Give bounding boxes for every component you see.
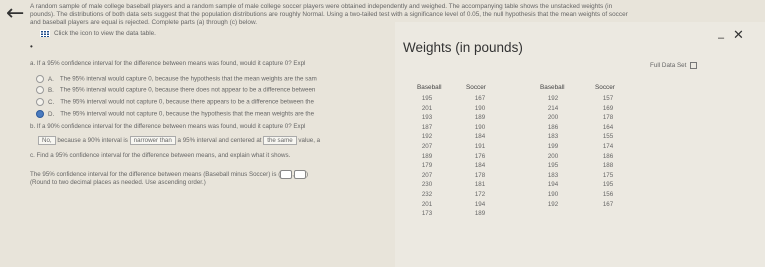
intro-line: A random sample of male college baseball players and a random sample of male college soccer players were obtained independently and weighed. The accompanying table shows the unstacked weights (in bbox=[30, 3, 613, 10]
data-table-hint bbox=[40, 30, 156, 37]
popup-title: Weights (in pounds) bbox=[403, 40, 523, 55]
column-header-baseball: Baseball bbox=[417, 84, 442, 91]
full-data-set-link[interactable] bbox=[650, 62, 697, 69]
part-b-answer bbox=[38, 136, 408, 145]
table-cell: 175 bbox=[602, 171, 614, 179]
table-cell: 184 bbox=[474, 162, 486, 170]
part-b-prompt: b. If a 90% confidence interval for the difference between means was found, would it capture 0? Expl bbox=[30, 123, 306, 130]
table-cell: 187 bbox=[421, 123, 433, 131]
table-cell: 192 bbox=[547, 95, 559, 102]
table-cell: 191 bbox=[474, 143, 486, 150]
radio-b[interactable] bbox=[36, 86, 44, 94]
option-b[interactable] bbox=[36, 86, 406, 95]
table-cell: 195 bbox=[547, 162, 559, 170]
table-cell: 194 bbox=[547, 181, 559, 189]
radio-d-selected[interactable] bbox=[36, 110, 44, 118]
full-data-set-label: Full Data Set bbox=[650, 62, 687, 69]
part-c-text: The 95% confidence interval for the difference between means (Baseball minus Soccer) is bbox=[30, 171, 277, 179]
table-cell: 178 bbox=[602, 114, 614, 122]
table-cell: 186 bbox=[602, 152, 614, 160]
option-letter: B. bbox=[48, 86, 54, 94]
option-a[interactable] bbox=[36, 75, 406, 84]
table-cell: 193 bbox=[421, 114, 433, 122]
option-d[interactable] bbox=[36, 110, 406, 119]
table-cell: 174 bbox=[602, 143, 614, 150]
table-cell: 190 bbox=[474, 104, 486, 112]
table-cell: 199 bbox=[547, 143, 559, 150]
option-letter: D. bbox=[48, 110, 55, 118]
copy-icon[interactable] bbox=[690, 62, 697, 69]
table-cell: 179 bbox=[421, 162, 433, 170]
table-cell: 173 bbox=[421, 210, 433, 218]
table-cell: 167 bbox=[602, 200, 614, 208]
table-cell: 178 bbox=[474, 171, 486, 179]
option-text: The 95% interval would not capture 0, because the hypothesis that the mean weights are the bbox=[60, 110, 315, 118]
table-cell: 157 bbox=[602, 95, 614, 102]
column-header-soccer: Soccer bbox=[466, 84, 486, 91]
table-cell: 188 bbox=[602, 162, 614, 170]
table-cell: 200 bbox=[547, 114, 559, 122]
option-c[interactable] bbox=[36, 98, 406, 107]
part-c-prompt: c. Find a 95% confidence interval for the difference between means, and explain what it shows. bbox=[30, 152, 291, 159]
table-cell: 172 bbox=[474, 191, 486, 198]
table-cell: 207 bbox=[421, 171, 433, 179]
table-cell: 183 bbox=[547, 171, 559, 179]
table-cell: 201 bbox=[421, 104, 433, 112]
lower-bound-input[interactable] bbox=[280, 170, 292, 179]
table-cell: 186 bbox=[547, 123, 559, 131]
table-cell: 156 bbox=[602, 191, 614, 198]
back-arrow-icon[interactable]: ← bbox=[6, 1, 25, 26]
table-cell: 183 bbox=[547, 133, 559, 141]
option-letter: C. bbox=[48, 98, 55, 106]
upper-bound-input[interactable] bbox=[294, 170, 306, 179]
table-cell: 167 bbox=[474, 95, 486, 102]
table-cell: 201 bbox=[421, 200, 433, 208]
table-cell: 192 bbox=[421, 133, 433, 141]
data-table-icon[interactable] bbox=[40, 30, 50, 37]
answer-dropdown-1[interactable]: No, bbox=[38, 136, 56, 145]
answer-dropdown-2[interactable]: narrower than bbox=[130, 136, 176, 145]
answer-dropdown-3[interactable]: the same bbox=[263, 136, 296, 145]
data-table-hint-text: Click the icon to view the data table. bbox=[54, 30, 156, 37]
column-header-baseball: Baseball bbox=[540, 84, 565, 91]
table-cell: 164 bbox=[602, 123, 614, 131]
table-cell: 230 bbox=[421, 181, 433, 189]
table-cell: 195 bbox=[421, 95, 433, 102]
part-c-line: The 95% confidence interval for the difference between means (Baseball minus Soccer) is ( ) bbox=[30, 171, 309, 179]
close-icon[interactable]: ✕ bbox=[733, 28, 744, 43]
table-cell: 184 bbox=[474, 133, 486, 141]
table-cell: 189 bbox=[474, 210, 486, 218]
table-cell: 176 bbox=[474, 152, 486, 160]
table-cell: 189 bbox=[421, 152, 433, 160]
answer-text: a 95% interval and centered at bbox=[177, 137, 262, 144]
table-cell: 181 bbox=[474, 181, 486, 189]
table-cell: 189 bbox=[474, 114, 486, 122]
radio-c[interactable] bbox=[36, 98, 44, 106]
radio-a[interactable] bbox=[36, 75, 44, 83]
data-table-popup bbox=[395, 22, 765, 267]
answer-text: value, a bbox=[298, 137, 321, 144]
intro-line: and baseball players are equal is rejected. Complete parts (a) through (c) below. bbox=[30, 19, 257, 26]
bullet-icon: • bbox=[30, 42, 33, 51]
table-cell: 195 bbox=[602, 181, 614, 189]
part-a-prompt: a. If a 95% confidence interval for the difference between means was found, would it capture 0? Expl bbox=[30, 60, 306, 67]
intro-line: pounds). The distributions of both data sets suggest that the population distributions are roughly Normal. Using a two-tailed test with a significance level of 0.05, the null hypothesis that the mean weights of soccer bbox=[30, 11, 628, 18]
table-cell: 207 bbox=[421, 143, 433, 150]
option-letter: A. bbox=[48, 75, 54, 83]
table-cell: 232 bbox=[421, 191, 433, 198]
table-cell: 192 bbox=[547, 200, 559, 208]
option-text: The 95% interval would capture 0, because there does not appear to be a difference between bbox=[59, 86, 316, 94]
table-cell: 169 bbox=[602, 104, 614, 112]
minimize-icon[interactable]: – bbox=[718, 32, 725, 44]
table-cell: 200 bbox=[547, 152, 559, 160]
option-text: The 95% interval would capture 0, because the hypothesis that the mean weights are the sam bbox=[59, 75, 317, 83]
table-cell: 155 bbox=[602, 133, 614, 141]
table-cell: 194 bbox=[474, 200, 486, 208]
option-text: The 95% interval would not capture 0, because there appears to be a difference between the bbox=[60, 98, 314, 106]
rounding-note: (Round to two decimal places as needed. Use ascending order.) bbox=[30, 179, 206, 186]
table-cell: 190 bbox=[474, 123, 486, 131]
column-header-soccer: Soccer bbox=[595, 84, 615, 91]
table-cell: 214 bbox=[547, 104, 559, 112]
answer-text: because a 90% interval is bbox=[57, 137, 128, 144]
table-cell: 190 bbox=[547, 191, 559, 198]
